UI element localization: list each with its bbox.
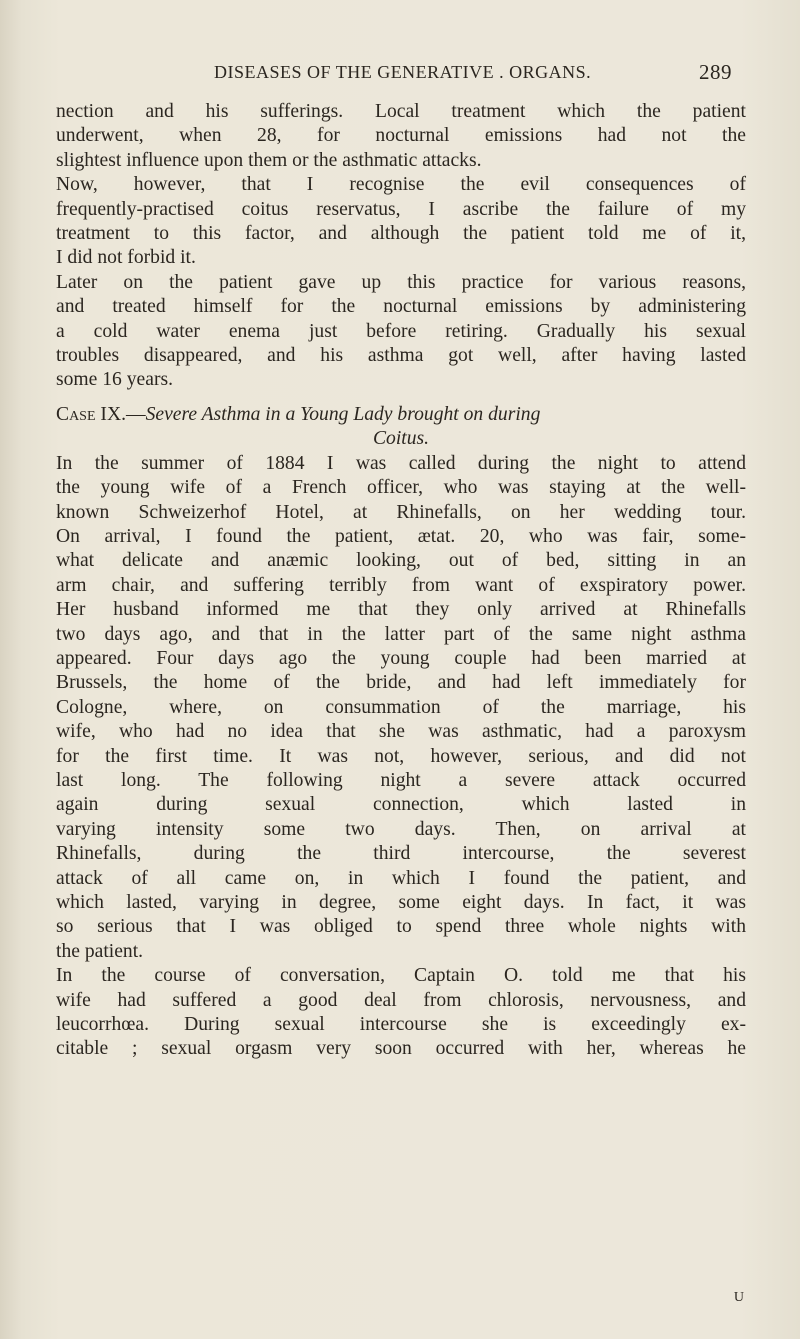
text-line: Cologne, where, on consummation of the marriage, his (56, 696, 746, 718)
text-line: nection and his sufferings. Local treatment which the patient (56, 101, 746, 122)
text-line: last long. The following night a severe attack occurred (56, 769, 746, 791)
text-line: In the course of conversation, Captain O. told me that his (56, 965, 746, 987)
text-line: underwent, when 28, for nocturnal emissions had not the (56, 125, 746, 147)
text-line: the patient. (56, 940, 144, 962)
case-title-line-2: Coitus. (372, 428, 430, 450)
running-head: DISEASES OF THE GENERATIVE . ORGANS. (214, 62, 592, 82)
case-title-line-1: Severe Asthma in a Young Lady brought on during (145, 403, 541, 425)
text-line: so serious that I was obliged to spend three whole nights with (56, 916, 746, 938)
paragraph (56, 964, 746, 1062)
text-line: Later on the patient gave up this practice for various reasons, (56, 271, 746, 293)
text-line: wife, who had no idea that she was asthmatic, had a paroxysm (56, 721, 746, 743)
text-line: appeared. Four days ago the young couple had been married at (56, 647, 746, 669)
text-line: which lasted, varying in degree, some eight days. In fact, it was (56, 892, 746, 913)
paragraph (56, 271, 746, 393)
paragraph (56, 452, 746, 965)
text-line: known Schweizerhof Hotel, at Rhinefalls, on her wedding tour. (56, 501, 746, 523)
page-body (56, 100, 746, 1062)
text-line: Now, however, that I recognise the evil consequences of (56, 174, 746, 196)
text-line: Rhinefalls, during the third intercourse, the severest (56, 843, 746, 865)
section-gap (56, 393, 746, 403)
text-line: arm chair, and suffering terribly from want of exspiratory power. (56, 574, 746, 596)
page-number: 289 (699, 60, 732, 84)
text-line: wife had suffered a good deal from chlorosis, nervousness, and (56, 989, 746, 1011)
text-line: for the first time. It was not, however, serious, and did not (56, 745, 746, 767)
case-label: Case IX. (56, 403, 126, 425)
text-line: again during sexual connection, which lasted in (56, 794, 746, 816)
paragraph (56, 100, 746, 173)
text-line: treatment to this factor, and although the patient told me of it, (56, 223, 746, 245)
text-line: some 16 years. (56, 369, 173, 391)
text-line: varying intensity some two days. Then, on arrival at (56, 818, 746, 840)
text-line: attack of all came on, in which I found the patient, and (56, 867, 746, 889)
signature-mark: U (733, 1290, 744, 1305)
text-line: In the summer of 1884 I was called during the night to attend (56, 452, 746, 474)
text-line: the young wife of a French officer, who was staying at the well- (56, 477, 746, 499)
paragraph (56, 173, 746, 271)
text-line: two days ago, and that in the latter part of the same night asthma (56, 623, 746, 645)
text-line: troubles disappeared, and his asthma got well, after having lasted (56, 345, 746, 367)
text-line: Her husband informed me that they only arrived at Rhinefalls (56, 599, 746, 621)
text-line: frequently-practised coitus reservatus, I ascribe the failure of my (56, 198, 746, 220)
text-line: On arrival, I found the patient, ætat. 20, who was fair, some- (56, 525, 746, 547)
text-line: leucorrhœa. During sexual intercourse she is exceedingly ex- (56, 1014, 746, 1036)
text-line: a cold water enema just before retiring. Gradually his sexual (56, 320, 746, 342)
text-line: I did not forbid it. (56, 247, 196, 269)
text-line: citable ; sexual orgasm very soon occurred with her, whereas he (56, 1038, 746, 1060)
text-line: what delicate and anæmic looking, out of bed, sitting in an (56, 550, 746, 572)
text-line: and treated himself for the nocturnal emissions by administering (56, 296, 746, 318)
text-line: Brussels, the home of the bride, and had left immediately for (56, 672, 746, 694)
case-heading (56, 403, 746, 427)
case-dash: — (126, 403, 146, 425)
text-line: slightest influence upon them or the asthmatic attacks. (56, 149, 482, 171)
